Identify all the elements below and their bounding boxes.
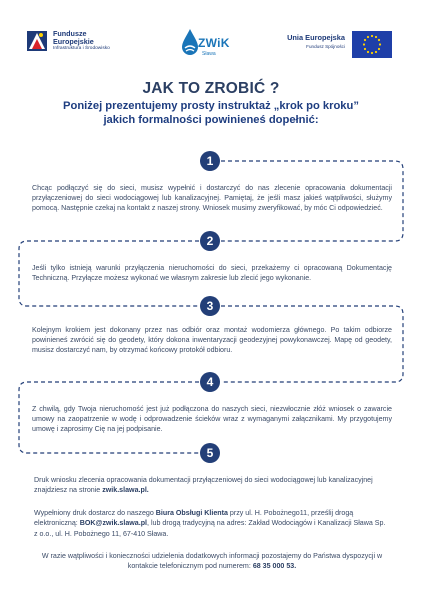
submission-text-a: Wypełniony druk dostarcz do naszego [34,509,154,517]
water-drop-icon [180,28,200,58]
fe-label-line1: Fundusze [53,29,87,38]
step-5-badge: 5 [200,443,220,463]
step-1-badge: 1 [200,151,220,171]
header-logos [0,10,422,62]
fundusze-europejskie-logo [26,30,110,56]
form-download-paragraph [34,475,390,496]
fe-label-line2: Europejskie [53,36,94,46]
page-subtitle [20,100,402,127]
step-1-text: Chcąc podłączyć się do sieci, musisz wypełnić i dostarczyć do nas zlecenie opracowania dokumentacji przyłączeniowej do sieci wodociągowej lub kanalizacyjnej. Pamiętaj, że jeśli masz jakieś wątpliwości, służymy pomocą. Następnie czekaj na kontakt z naszej strony. Wniosek musimy zweryfikować, by móc Ci odpowiedzieć. [32,184,392,213]
submission-text-d: , lub drogą tradycyjną na adres: Zakład Wodociągów i Kanalizacji Sława Sp. z o.o., ul. H. Pobożnego 11, 67-410 Sława. [34,519,386,538]
page-title: JAK TO ZROBIĆ ? [142,80,280,97]
eu-flag-icon [352,31,392,58]
phone-number[interactable]: 68 35 000 53. [252,562,297,571]
submission-text-c: przy ul. H. Pobożnego11, prześlij drogą elektroniczną: [34,509,354,528]
step-4-badge: 4 [200,372,220,392]
customer-office-name: Biura Obsługi Klienta [155,509,228,517]
fe-program-label: Infrastruktura i Środowisko [53,46,110,52]
contact-text: W razie wątpliwości i konieczności udzielenia dodatkowych informacji pozostajemy do Państwa dyspozycji w kontakcie telefonicznym pod numerem: [41,552,383,571]
step-2-text: Jeśli tylko istnieją warunki przyłączenia nieruchomości do sieci, przekażemy ci opracowaną Dokumentację Techniczną. Przyłącze możesz wykonać we własnym zakresie lub zlecić jego wykonanie. [32,264,392,283]
subtitle-line-1: Poniżej prezentujemy prosty instruktaż „krok po kroku” [63,100,359,112]
step-3-text: Kolejnym krokiem jest dokonany przez nas odbiór oraz montaż wodomierza głównego. Po takim odbiorze powinieneś zwrócić się do geodety, który dokona inwentaryzacji geodezyjnej powykonawczej. Mapę od geodety, musisz dostarczyć nam, by otrzymać końcowy protokół odbioru. [32,326,392,355]
step-2-badge: 2 [200,231,220,251]
email-link[interactable]: BOK@zwik.slawa.pl [79,519,147,528]
submission-paragraph [34,508,390,539]
step-3-badge: 3 [200,296,220,316]
subtitle-line-2: jakich formalności powinieneś dopełnić: [103,113,319,126]
zwik-name: ZWiK [198,36,230,50]
step-4-text: Z chwilą, gdy Twoja nieruchomość jest już podłączona do naszych sieci, niezwłocznie złóż wniosek o zawarcie umowy na zaopatrzenie w wodę i odprowadzenie ścieków wraz z wymaganymi załącznikami. My przygotujemy umowę i zaprosimy Cię na jej podpisanie. [32,405,392,434]
ue-fund-label: Fundusz Spójności [306,44,345,49]
website-link[interactable]: zwik.slawa.pl. [102,486,149,495]
form-download-text: Druk wniosku zlecenia opracowania dokumentacji przyłączeniowej do sieci wodociągowej lub kanalizacyjnej znajdziesz na stronie [34,476,373,495]
ue-label: Unia Europejska [287,33,345,42]
contact-paragraph [34,551,390,572]
zwik-logo [178,28,244,68]
unia-europejska-logo [270,31,400,59]
fe-emblem-icon [26,30,48,52]
zwik-sublabel: Sława [202,51,216,57]
